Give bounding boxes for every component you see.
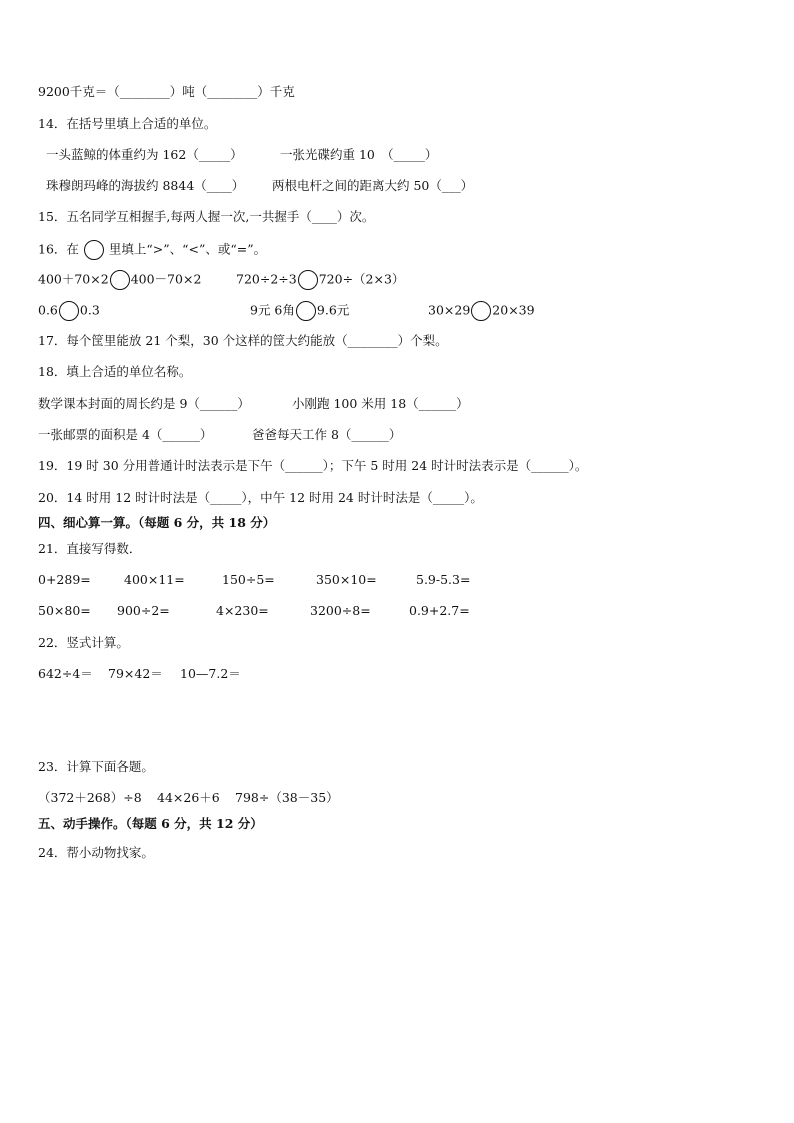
compare-left: 400＋70×2: [38, 271, 109, 287]
compare-item-e: [428, 301, 535, 321]
compare-right: 720÷（2×3）: [318, 271, 405, 287]
mental-math-item: 0+289=: [38, 572, 91, 587]
compare-left: 0.6: [38, 302, 58, 318]
mental-math-item: 350×10=: [316, 572, 377, 587]
vertical-calc-item: 79×42＝: [108, 666, 163, 681]
compare-left: 720÷2÷3: [236, 271, 297, 287]
question-14-item-c: 珠穆朗玛峰的海拔约 8844（____）: [46, 178, 245, 193]
question-16-prefix: 16．在: [38, 241, 79, 257]
compare-right: 20×39: [492, 302, 535, 318]
conversion-line: 9200千克＝（________）吨（________）千克: [38, 84, 295, 99]
compare-item-b: [236, 270, 404, 290]
question-18-item-d: 爸爸每天工作 8（______）: [252, 427, 402, 442]
question-18-item-a: 数学课本封面的周长约是 9（______）: [38, 396, 250, 411]
vertical-calc-item: 10—7.2＝: [180, 666, 241, 681]
question-22-title: 22．竖式计算。: [38, 635, 129, 650]
compare-right: 9.6元: [316, 302, 350, 318]
compare-circle-icon: [84, 240, 104, 260]
compare-item-d: [250, 301, 349, 321]
question-18-title: 18．填上合适的单位名称。: [38, 364, 192, 379]
compare-circle-icon: [298, 270, 318, 290]
compare-right: 400－70×2: [130, 271, 202, 287]
question-18-item-c: 一张邮票的面积是 4（______）: [38, 427, 213, 442]
question-14-item-b: 一张光碟约重 10 （_____）: [280, 147, 438, 162]
compare-right: 0.3: [79, 302, 100, 318]
mental-math-item: 3200÷8=: [310, 603, 371, 618]
question-14-item-a: 一头蓝鲸的体重约为 162（_____）: [46, 147, 243, 162]
section-5-heading: 五、动手操作。（每题 6 分，共 12 分）: [38, 816, 263, 831]
question-18-item-b: 小刚跑 100 米用 18（______）: [292, 396, 469, 411]
calc-item: 798÷（38－35）: [235, 790, 339, 805]
compare-item-c: [38, 301, 100, 321]
vertical-calc-item: 642÷4＝: [38, 666, 93, 681]
question-16-title: [38, 240, 266, 260]
question-20: 20．14 时用 12 时计时法是（_____），中午 12 时用 24 时计时法是（_____）。: [38, 490, 483, 505]
question-17: 17．每个筐里能放 21 个梨，30 个这样的筐大约能放（________）个梨。: [38, 333, 448, 348]
mental-math-item: 4×230=: [216, 603, 269, 618]
mental-math-item: 50×80=: [38, 603, 91, 618]
section-4-heading: 四、细心算一算。（每题 6 分，共 18 分）: [38, 515, 276, 530]
mental-math-item: 400×11=: [124, 572, 185, 587]
mental-math-item: 0.9+2.7=: [409, 603, 470, 618]
compare-left: 30×29: [428, 302, 471, 318]
mental-math-item: 5.9-5.3=: [416, 572, 471, 587]
question-15: 15．五名同学互相握手,每两人握一次,一共握手（____）次。: [38, 209, 375, 224]
calc-item: 44×26＋6: [157, 790, 220, 805]
question-14-item-d: 两根电杆之间的距离大约 50（___）: [272, 178, 474, 193]
compare-circle-icon: [296, 301, 316, 321]
mental-math-item: 900÷2=: [117, 603, 170, 618]
compare-circle-icon: [59, 301, 79, 321]
question-21-title: 21．直接写得数．: [38, 541, 142, 556]
question-16-suffix: 里填上“>”、“<”、或“=”。: [108, 241, 267, 257]
calc-item: （372＋268）÷8: [38, 790, 142, 805]
question-14-title: 14．在括号里填上合适的单位。: [38, 116, 217, 131]
compare-circle-icon: [471, 301, 491, 321]
question-19: 19．19 时 30 分用普通计时法表示是下午（______）；下午 5 时用 24 时计时法表示是（______）。: [38, 458, 588, 473]
mental-math-item: 150÷5=: [222, 572, 275, 587]
question-24-title: 24．帮小动物找家。: [38, 845, 154, 860]
compare-left: 9元 6角: [250, 302, 295, 318]
compare-item-a: [38, 270, 201, 290]
compare-circle-icon: [110, 270, 130, 290]
question-23-title: 23．计算下面各题。: [38, 759, 154, 774]
